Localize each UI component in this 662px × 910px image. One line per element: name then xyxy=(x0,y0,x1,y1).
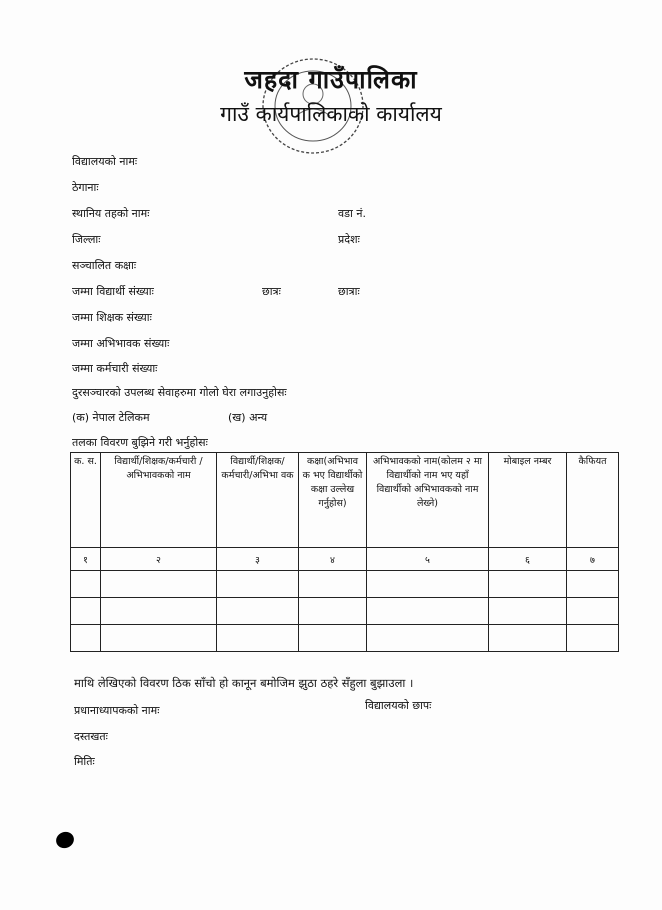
table-cell[interactable] xyxy=(71,571,101,598)
table-cell[interactable] xyxy=(489,598,567,625)
table-cell[interactable] xyxy=(217,571,299,598)
table-cell[interactable] xyxy=(489,571,567,598)
table-cell[interactable] xyxy=(71,598,101,625)
option-ntc: (क) नेपाल टेलिकम xyxy=(72,411,150,424)
table-cell[interactable] xyxy=(567,625,619,652)
table-header-row xyxy=(71,453,619,548)
col-header-class: कक्षा(अभिभाव क भए विद्यार्थीको कक्षा उल्लेख गर्नुहोस) xyxy=(299,453,367,548)
table-cell[interactable] xyxy=(299,571,367,598)
local-level-label: स्थानिय तहको नामः xyxy=(72,207,150,220)
school-name-label: विद्यालयको नामः xyxy=(72,155,138,168)
table-cell[interactable] xyxy=(567,571,619,598)
girls-label: छात्राः xyxy=(338,285,360,298)
details-table xyxy=(70,452,619,652)
office-title: जहदा गाउँपालिका xyxy=(244,65,418,94)
table-cell[interactable] xyxy=(71,625,101,652)
col-number: ६ xyxy=(489,548,567,571)
table-cell[interactable] xyxy=(101,571,217,598)
col-header-role: विद्यार्थी/शिक्षक/ कर्मचारी/अभिभा वक xyxy=(217,453,299,548)
office-subtitle: गाउँ कार्यपालिकाको कार्यालय xyxy=(220,102,442,126)
school-stamp-label: विद्यालयको छापः xyxy=(365,699,432,712)
col-header-serial: क. स. xyxy=(71,453,101,548)
col-number: ७ xyxy=(567,548,619,571)
col-number: ५ xyxy=(367,548,489,571)
total-guardians-label: जम्मा अभिभावक संख्याः xyxy=(72,337,170,350)
col-header-remarks: कैफियत xyxy=(567,453,619,548)
table-number-row xyxy=(71,548,619,571)
declaration-text: माथि लेखिएको विवरण ठिक साँचो हो कानून बमोजिम झुठा ठहरे सँहुला बुझाउला । xyxy=(74,676,414,690)
table-cell[interactable] xyxy=(489,625,567,652)
table-cell[interactable] xyxy=(217,598,299,625)
signature-label: दस्तखतः xyxy=(74,730,108,743)
table-prompt: तलका विवरण बुझिने गरी भर्नुहोसः xyxy=(72,436,208,449)
col-number: १ xyxy=(71,548,101,571)
option-other: (ख) अन्य xyxy=(228,411,268,424)
col-header-name: विद्यार्थी/शिक्षक/कर्मचारी /अभिभावकको नाम xyxy=(101,453,217,548)
table-cell[interactable] xyxy=(567,598,619,625)
col-number: ४ xyxy=(299,548,367,571)
ward-no-label: वडा नं. xyxy=(338,207,366,220)
ink-blot xyxy=(54,829,76,850)
col-number: २ xyxy=(101,548,217,571)
table-row[interactable] xyxy=(71,625,619,652)
table-cell[interactable] xyxy=(217,625,299,652)
table-cell[interactable] xyxy=(101,625,217,652)
table-cell[interactable] xyxy=(101,598,217,625)
col-number: ३ xyxy=(217,548,299,571)
principal-name-label: प्रधानाध्यापकको नामः xyxy=(74,704,160,717)
col-header-mobile: मोबाइल नम्बर xyxy=(489,453,567,548)
table-cell[interactable] xyxy=(367,598,489,625)
table-row[interactable] xyxy=(71,571,619,598)
table-cell[interactable] xyxy=(299,625,367,652)
total-teachers-label: जम्मा शिक्षक संख्याः xyxy=(72,311,152,324)
address-label: ठेगानाः xyxy=(72,181,99,194)
table-cell[interactable] xyxy=(299,598,367,625)
district-label: जिल्लाः xyxy=(72,233,101,246)
total-staff-label: जम्मा कर्मचारी संख्याः xyxy=(72,362,158,375)
telecom-prompt: दुरसञ्चारको उपलब्ध सेवाहरुमा गोलो घेरा लगाउनुहोसः xyxy=(72,386,287,399)
table-row[interactable] xyxy=(71,598,619,625)
table-cell[interactable] xyxy=(367,571,489,598)
table-cell[interactable] xyxy=(367,625,489,652)
province-label: प्रदेशः xyxy=(338,233,360,246)
total-students-label: जम्मा विद्यार्थी संख्याः xyxy=(72,285,154,298)
date-label: मितिः xyxy=(74,755,95,768)
classes-label: सञ्चालित कक्षाः xyxy=(72,259,137,272)
boys-label: छात्रः xyxy=(262,285,281,298)
col-header-guardian: अभिभावकको नाम(कोलम २ मा विद्यार्थीको नाम भए यहाँ विद्यार्थीको अभिभावकको नाम लेख्ने) xyxy=(367,453,489,548)
